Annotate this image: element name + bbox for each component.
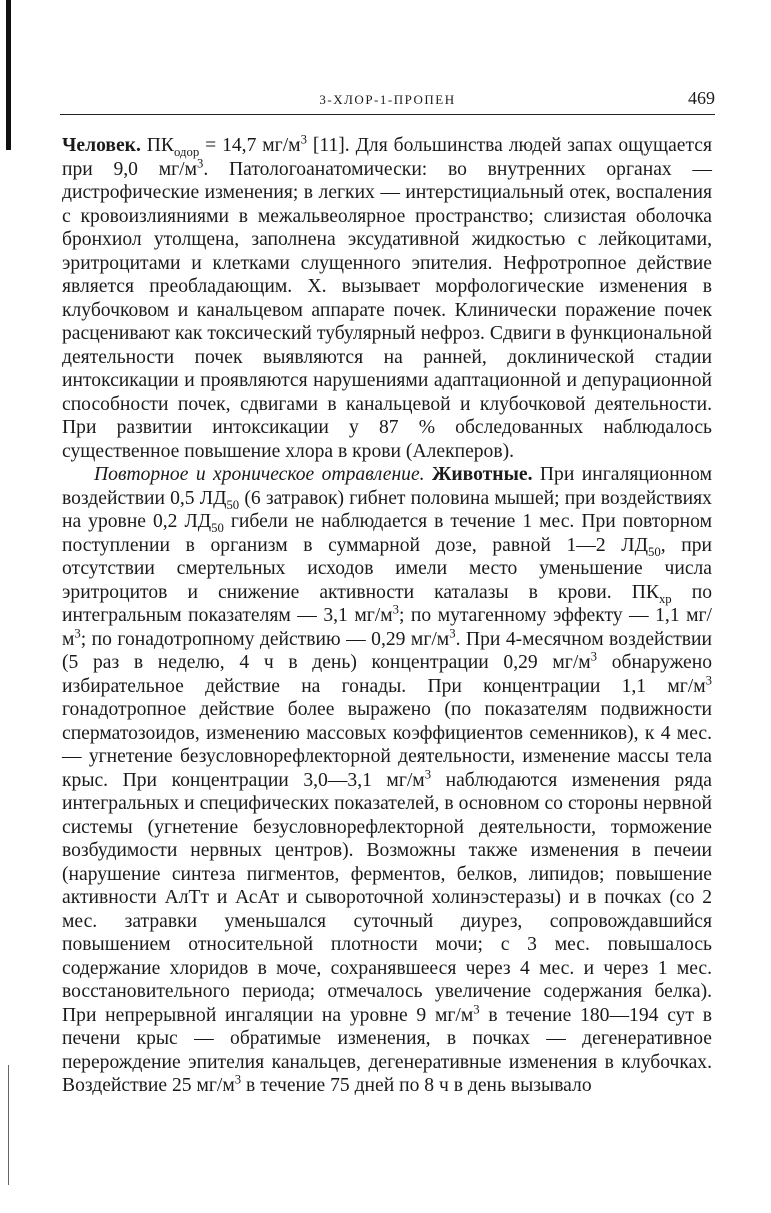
text-run-sup: 3	[234, 1072, 242, 1087]
text-run-sub: 50	[226, 497, 240, 512]
text-run-sup: 3	[705, 672, 712, 687]
paragraph-chronic-poisoning	[62, 463, 712, 1098]
text-run-bold: Человек.	[62, 135, 141, 156]
text-run-sup: 3	[449, 625, 456, 640]
text-run: [11]. Для большинства людей запах ощущается при 9,0 мг/м	[62, 135, 712, 180]
text-run: , при отсутствии смертельных исходов имели место уменьшение числа эритроцитов и снижение активности каталазы в крови. ПК	[62, 534, 712, 603]
text-run: в течение 75 дней по 8 ч в день вызывало	[241, 1075, 592, 1096]
text-run-sup: 3	[300, 132, 307, 147]
text-run-italic: Повторное и хроническое отравление.	[94, 464, 425, 485]
text-run: ; по мутагенному эффекту — 1,1 мг/м	[62, 605, 713, 650]
text-run: по интегральным показателям — 3,1 мг/м	[62, 581, 712, 626]
text-run: (6 затравок) гибнет половина мышей; при воздействиях на уровне 0,2 ЛД	[62, 487, 712, 532]
scan-binding-edge-lower	[8, 1065, 9, 1185]
text-run-sub: одор	[173, 144, 200, 159]
text-run-sup: 3	[590, 649, 598, 664]
text-run-sup: 3	[74, 625, 81, 640]
text-run: наблюдаются изменения ряда интегральных и специфических показателей, в основном со стороны нервной системы (угнетение безусловнорефлекторной деятельности, торможение возбудимости нервных центров). Возможны также изменения в печеии (нарушение синтеза пигментов, ферментов, белков, липидов; повышение активности АлТт и АсАт и сывороточной холинэстеразы) и в почках (со 2 мес. затравки уменьшался суточный диурез, сопровождавшийся повышением относительной плотности мочи; с 3 мес. повышалось содержание хлоридов в моче, сохранявшееся через 4 мес. и через 1 мес. восстановительного периода; отмечалось увеличение содержания белка). При непрерывной ингаляции на уровне 9 мг/м	[62, 769, 713, 1026]
text-run-sub: хр	[658, 591, 672, 606]
text-run	[425, 464, 432, 485]
text-run: ПК	[140, 135, 174, 156]
text-run-sup: 3	[392, 602, 399, 617]
running-title: 3-ХЛОР-1-ПРОПЕН	[319, 92, 456, 107]
scan-binding-edge	[6, 0, 11, 150]
text-run: = 14,7 мг/м	[199, 135, 301, 156]
text-run-sup: 3	[424, 766, 432, 781]
text-run: обнаружено избирательное действие на гонады. При концентрации 1,1 мг/м	[62, 652, 712, 697]
body-text	[62, 134, 712, 1098]
text-run-sup: 3	[196, 155, 204, 170]
page-number: 469	[688, 88, 715, 108]
text-run: При ингаляционном воздействии 0,5 ЛД	[62, 464, 712, 509]
text-run-sup: 3	[473, 1001, 480, 1016]
text-run-sub: 50	[211, 520, 224, 535]
text-run-bold: Животные.	[432, 464, 533, 485]
text-run-sub: 50	[647, 544, 661, 559]
text-run: . Патологоанатомически: во внутренних органах — дистрофические изменения; в легких — интерстициальный отек, воспаления с кровоизлияниями в межальвеолярное пространство; слизистая оболочка бронхиол утолщена, заполнена эксудативной жидкостью с лейкоцитами, эритроцитами и клетками слущенного эпителия. Нефротропное действие является преобладающим. Х. вызывает морфологические изменения в клубочковом и канальцевом аппарате почек. Клинически поражение почек расценивают как токсический тубулярный нефроз. Сдвиги в функциональной деятельности почек выявляются на ранней, доклинической стадии интоксикации и проявляются нарушениями адаптационной и депурационной способности почек, сдвигами в канальцевой и клубочковой деятельности. При развитии интоксикации у 87 % обследованных наблюдалось существенное повышение хлора в крови (Алекперов).	[62, 158, 713, 462]
page-header	[60, 84, 715, 115]
text-run: ; по гонадотропному действию — 0,29 мг/м	[80, 628, 450, 650]
text-run: . При 4-месячном воздействии (5 раз в неделю, 4 ч в день) концентрации 0,29 мг/м	[62, 628, 712, 673]
paragraph-human	[62, 134, 712, 463]
text-run: гонадотропное действие более выражено (по показателям подвижности сперматозоидов, изменению массовых коэффициентов семенников), к 4 мес. — угнетение безусловнорефлекторной деятельности, изменение массы тела крыс. При концентрации 3,0—3,1 мг/м	[62, 699, 712, 791]
text-run: в течение 180—194 сут в печени крыс — обратимые изменения, в почках — дегенеративное перерождение эпителия канальцев, дегенеративные изменения в клубочках. Воздействие 25 мг/м	[62, 1004, 712, 1096]
text-run: гибели не наблюдается в течение 1 мес. При повторном поступлении в организм в суммарной дозе, равной 1—2 ЛД	[62, 511, 712, 556]
